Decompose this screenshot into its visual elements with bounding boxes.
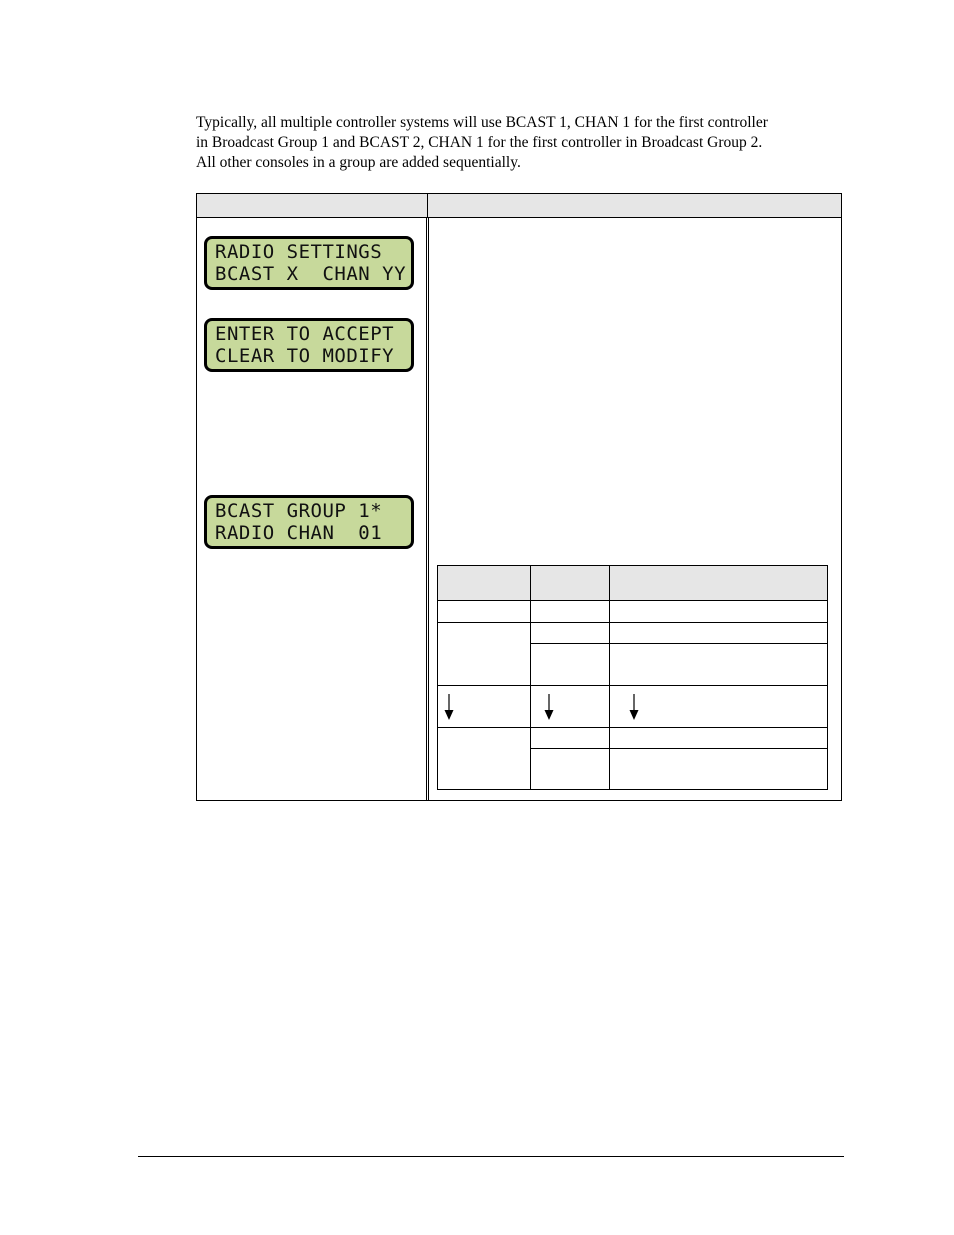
channel-assignment-table [437,565,828,790]
lcd-line-1: BCAST GROUP 1* [215,500,383,522]
lcd-line-1: ENTER TO ACCEPT [215,323,395,345]
table-header-right [428,194,841,218]
lcd-line-2: RADIO CHAN 01 [215,522,383,544]
down-arrow-icon [629,694,639,720]
table-header-left [197,194,428,218]
footer-rule [138,1156,844,1157]
sub-col-line-1 [530,566,531,789]
lcd-bcast-group [204,495,414,549]
procedure-table [196,193,842,801]
down-arrow-icon [544,694,554,720]
column-divider [428,218,429,800]
sub-col-line-2 [609,566,610,789]
column-divider-inner [426,218,427,800]
intro-line-1: Typically, all multiple controller systems will use BCAST 1, CHAN 1 for the first controller [196,114,768,131]
lcd-radio-settings [204,236,414,290]
lcd-line-1: RADIO SETTINGS [215,241,383,263]
intro-paragraph [196,113,836,173]
sub-row-line [530,748,827,749]
lcd-line-2: BCAST X CHAN YY [215,263,407,285]
sub-row-line [438,622,827,623]
lcd-enter-clear [204,318,414,372]
sub-table-header [438,566,827,601]
sub-row-line [530,643,827,644]
intro-line-3: All other consoles in a group are added sequentially. [196,154,521,171]
down-arrow-icon [444,694,454,720]
intro-line-2: in Broadcast Group 1 and BCAST 2, CHAN 1 for the first controller in Broadcast Group 2. [196,134,763,151]
lcd-line-2: CLEAR TO MODIFY [215,345,395,367]
sub-row-line [438,685,827,686]
sub-row-line [438,727,827,728]
